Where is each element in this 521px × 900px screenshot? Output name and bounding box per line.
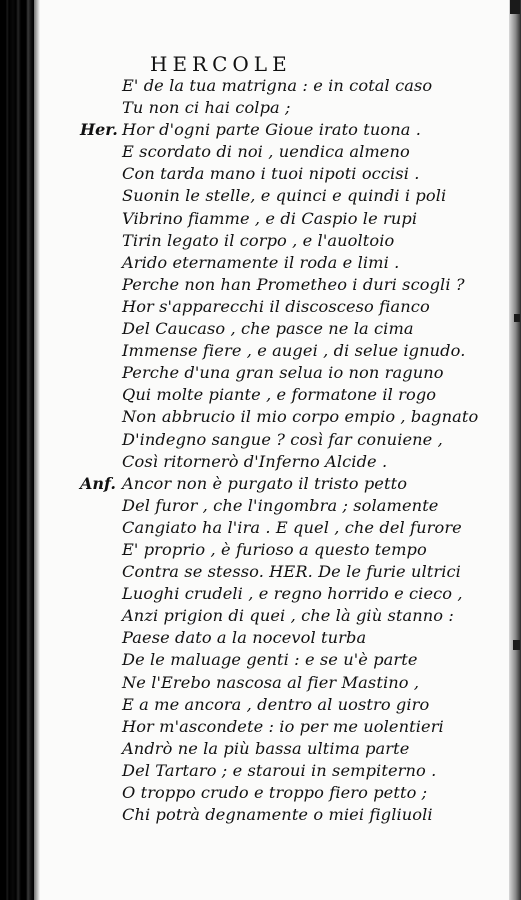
verse-line — [80, 627, 500, 649]
verse-text: Perche non han Prometheo i duri scogli ? — [122, 274, 465, 294]
verse-text: D'indegno sangue ? così far conuiene , — [122, 429, 443, 449]
verse-line — [80, 672, 500, 694]
verse-text: Con tarda mano i tuoi nipoti occisi . — [122, 164, 420, 184]
verse-text: E a me ancora , dentro al uostro giro — [122, 694, 430, 714]
verse-text: Andrò ne la più bassa ultima parte — [122, 738, 410, 758]
verse-text: E' proprio , è furioso a questo tempo — [122, 539, 427, 559]
edge-mark — [514, 314, 520, 322]
verse-text: Non abbrucio il mio corpo empio , bagnato — [122, 407, 479, 427]
verse-text: Ancor non è purgato il tristo petto — [122, 473, 408, 493]
verse-line — [80, 716, 500, 738]
verse-text: O troppo crudo e troppo fiero petto ; — [122, 783, 428, 802]
verse-line — [80, 495, 500, 517]
verse-text: Cangiato ha l'ira . E quel , che del furore — [122, 517, 462, 537]
verse-text: Del Caucaso , che pasce ne la cima — [122, 319, 414, 339]
verse-line — [80, 649, 500, 671]
verse-line — [80, 97, 500, 119]
verse-text: Chi potrà degnamente o miei figliuoli — [122, 805, 433, 825]
verse-line — [80, 384, 500, 406]
verse-line — [80, 694, 500, 716]
verse-text: Del Tartaro ; e staroui in sempiterno . — [122, 760, 437, 780]
verse-line — [80, 473, 500, 495]
verse-line — [80, 75, 500, 97]
speaker-label: Her. — [80, 120, 118, 140]
verse-text: Perche d'una gran selua io non raguno — [122, 363, 444, 383]
verse-text: Qui molte piante , e formatone il rogo — [122, 385, 437, 405]
verse-line — [80, 230, 500, 252]
verse-line — [80, 252, 500, 274]
verse-text: E scordato di noi , uendica almeno — [122, 142, 410, 162]
verse-text: Immense fiere , e augei , di selue ignudo. — [122, 341, 466, 361]
verse-line — [80, 738, 500, 760]
verse-line — [80, 561, 500, 583]
verse-text: Del furor , che l'ingombra ; solamente — [122, 495, 439, 515]
verse-text: Tirin legato il corpo , e l'auoltoio — [122, 230, 395, 250]
running-head: HERCOLE — [150, 52, 292, 76]
verse-line — [80, 583, 500, 605]
verse-line — [80, 274, 500, 296]
verse-text: De le maluage genti : e se u'è parte — [122, 650, 418, 670]
binding-gutter — [0, 0, 34, 900]
verse-line — [80, 208, 500, 230]
verse-line — [80, 804, 500, 826]
verse-line — [80, 185, 500, 207]
verse-text: Hor m'ascondete : io per me uolentieri — [122, 716, 444, 736]
verse-line — [80, 119, 500, 141]
verse-text: Anzi prigion di quei , che là giù stanno : — [122, 606, 454, 626]
verse-text: Suonin le stelle, e quinci e quindi i poli — [122, 186, 447, 206]
verse-line — [80, 340, 500, 362]
verse-block — [80, 75, 500, 826]
edge-mark — [513, 640, 520, 650]
next-page-edge — [509, 0, 521, 900]
verse-text: Hor s'apparecchi il discosceso fianco — [122, 296, 430, 316]
verse-line — [80, 539, 500, 561]
verse-line — [80, 517, 500, 539]
verse-text: Ne l'Erebo nascosa al fier Mastino , — [122, 672, 420, 692]
verse-text: Luoghi crudeli , e regno horrido e cieco , — [122, 584, 463, 604]
verse-line — [80, 296, 500, 318]
verse-line — [80, 782, 500, 804]
verse-text: Paese dato a la nocevol turba — [122, 628, 367, 648]
verse-line — [80, 163, 500, 185]
verse-text: Arido eternamente il roda e limi . — [122, 252, 400, 272]
verse-line — [80, 451, 500, 473]
verse-text: Tu non ci hai colpa ; — [122, 98, 291, 118]
verse-text: E' de la tua matrigna : e in cotal caso — [122, 76, 433, 95]
edge-mark — [510, 0, 520, 14]
verse-text: Contra se stesso. HER. De le furie ultrici — [122, 562, 461, 582]
verse-text: Così ritornerò d'Inferno Alcide . — [122, 451, 388, 471]
verse-line — [80, 605, 500, 627]
verse-line — [80, 429, 500, 451]
verse-line — [80, 362, 500, 384]
verse-text: Hor d'ogni parte Gioue irato tuona . — [122, 120, 422, 140]
verse-line — [80, 141, 500, 163]
verse-line — [80, 318, 500, 340]
speaker-label: Anf. — [80, 473, 116, 493]
verse-line — [80, 406, 500, 428]
verse-text: Vibrino fiamme , e di Caspio le rupi — [122, 208, 418, 228]
verse-line — [80, 760, 500, 782]
